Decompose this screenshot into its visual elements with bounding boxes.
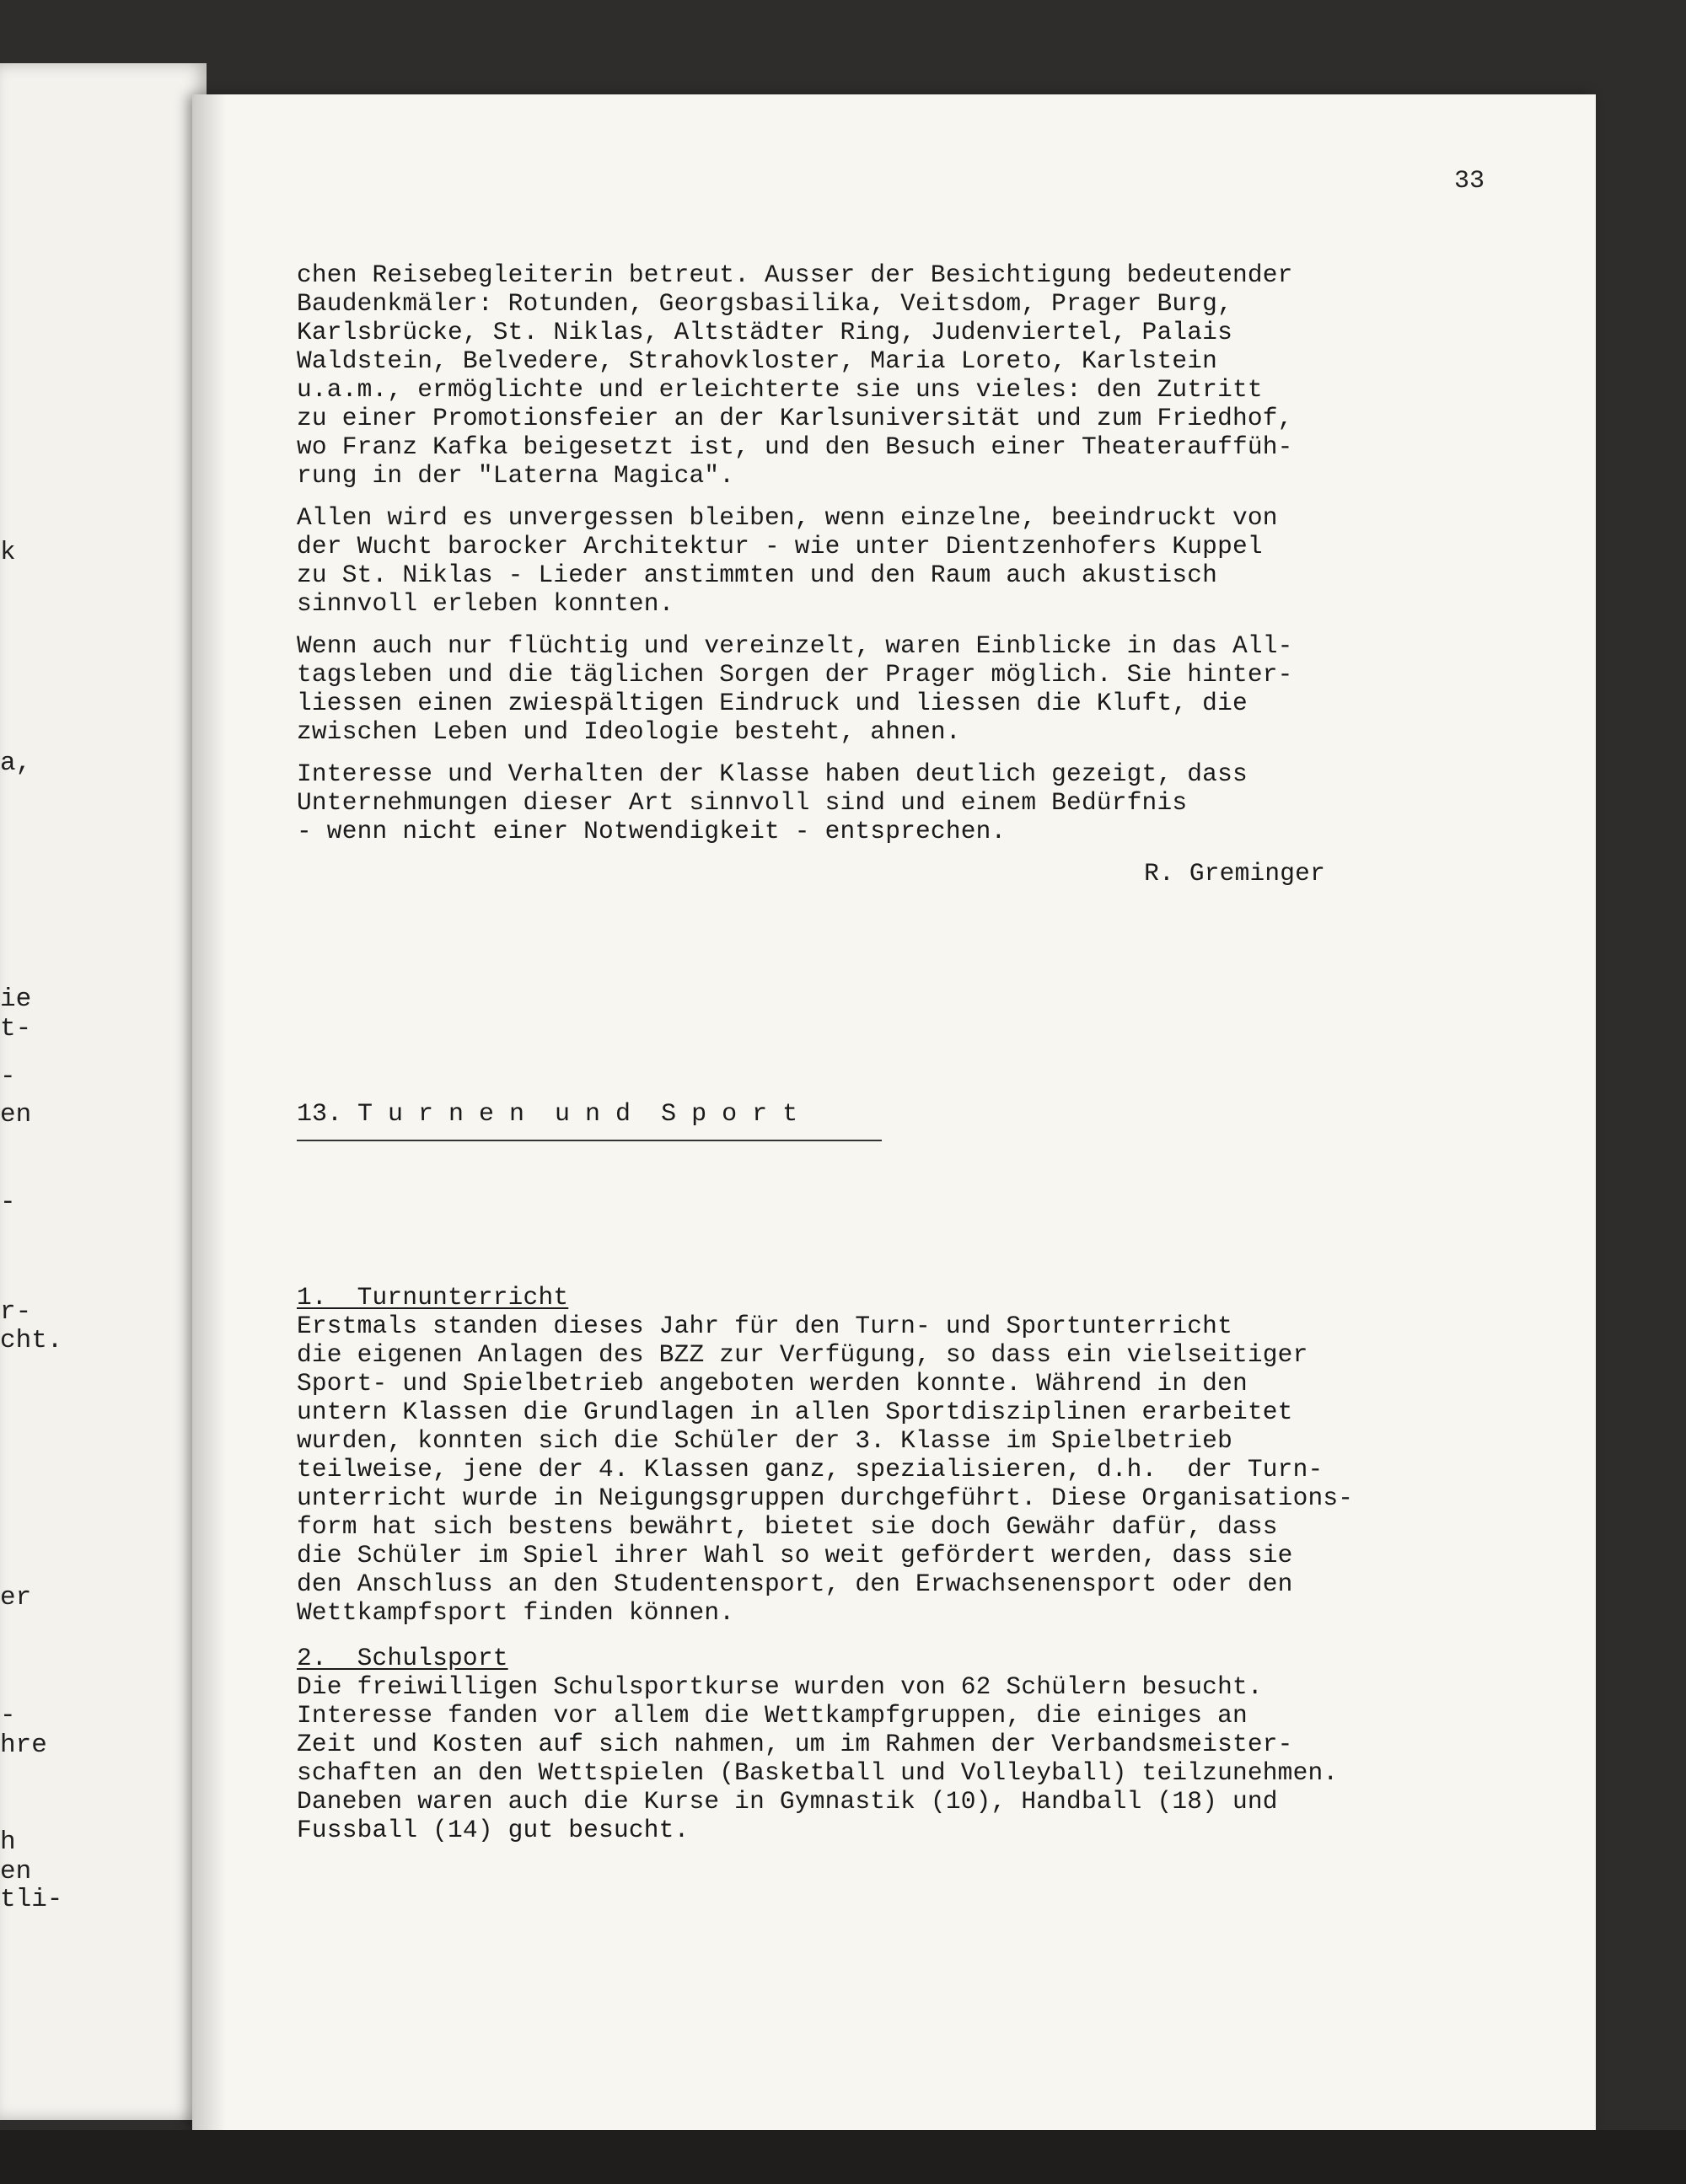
text-line: wo Franz Kafka beigesetzt ist, und den Besuch einer Theaterauffüh- xyxy=(297,432,1293,461)
text-line: tagsleben und die täglichen Sorgen der Prager möglich. Sie hinter- xyxy=(297,660,1293,689)
heading-underline xyxy=(297,1140,882,1141)
margin-fragment: r- xyxy=(0,1297,32,1327)
text-line: Fussball (14) gut besucht. xyxy=(297,1816,690,1844)
margin-fragment: - xyxy=(0,1062,16,1092)
body-text xyxy=(297,260,1477,888)
margin-fragment: en xyxy=(0,1857,32,1886)
sport-sections xyxy=(297,1283,1477,1844)
text-line: zu St. Niklas - Lieder anstimmten und den Raum auch akustisch xyxy=(297,561,1218,589)
text-line: Sport- und Spielbetrieb angeboten werden konnte. Während in den xyxy=(297,1369,1248,1398)
text-line: Daneben waren auch die Kurse in Gymnastik (10), Handball (18) und xyxy=(297,1787,1278,1816)
text-line: Interesse fanden vor allem die Wettkampfgruppen, die einiges an xyxy=(297,1701,1248,1730)
text-line: Baudenkmäler: Rotunden, Georgsbasilika, Veitsdom, Prager Burg, xyxy=(297,289,1232,318)
text-line: liessen einen zwiespältigen Eindruck und liessen die Kluft, die xyxy=(297,689,1248,717)
subsection-heading-turnunterricht: 1. Turnunterricht xyxy=(297,1283,569,1312)
paragraph xyxy=(297,631,1477,746)
text-line: rung in der "Laterna Magica". xyxy=(297,461,735,490)
signature: R. Greminger xyxy=(1144,859,1325,888)
margin-fragment: a, xyxy=(0,749,32,778)
text-line: schaften an den Wettspielen (Basketball und Volleyball) teilzunehmen. xyxy=(297,1758,1339,1787)
spacer xyxy=(297,1627,1477,1644)
margin-fragment: tli- xyxy=(0,1885,63,1914)
margin-fragment: - xyxy=(0,1701,16,1731)
text-line: zu einer Promotionsfeier an der Karlsuniversität und zum Friedhof, xyxy=(297,404,1293,432)
text-line: Karlsbrücke, St. Niklas, Altstädter Ring, Judenviertel, Palais xyxy=(297,318,1232,346)
paragraph xyxy=(297,503,1477,618)
paragraph xyxy=(297,759,1477,845)
margin-fragment: cht. xyxy=(0,1326,63,1355)
text-line: teilweise, jene der 4. Klassen ganz, spezialisieren, d.h. der Turn- xyxy=(297,1455,1324,1484)
margin-fragment: k xyxy=(0,538,16,567)
page-number: 33 xyxy=(1454,167,1485,196)
text-line: wurden, konnten sich die Schüler der 3. Klasse im Spielbetrieb xyxy=(297,1426,1232,1455)
text-line: Erstmals standen dieses Jahr für den Turn- und Sportunterricht xyxy=(297,1312,1232,1340)
margin-fragment: hre xyxy=(0,1731,47,1760)
text-line: sinnvoll erleben konnten. xyxy=(297,589,674,618)
paragraph xyxy=(297,260,1477,490)
text-line: zwischen Leben und Ideologie besteht, ahnen. xyxy=(297,717,961,746)
section-heading: 13. T u r n e n u n d S p o r t xyxy=(297,1100,798,1129)
text-line: Zeit und Kosten auf sich nahmen, um im Rahmen der Verbandsmeister- xyxy=(297,1730,1293,1758)
margin-fragment: t- xyxy=(0,1014,32,1044)
text-line: die eigenen Anlagen des BZZ zur Verfügung, so dass ein vielseitiger xyxy=(297,1340,1308,1369)
margin-fragment: en xyxy=(0,1100,32,1130)
margin-fragment: ie xyxy=(0,985,32,1014)
text-line: Interesse und Verhalten der Klasse haben deutlich gezeigt, dass xyxy=(297,759,1248,788)
margin-fragment: - xyxy=(0,1188,16,1217)
margin-fragment: er xyxy=(0,1583,32,1613)
facing-page xyxy=(0,63,207,2120)
text-line: Allen wird es unvergessen bleiben, wenn einzelne, beeindruckt von xyxy=(297,503,1278,532)
margin-fragment: h xyxy=(0,1827,16,1857)
text-line: die Schüler im Spiel ihrer Wahl so weit gefördert werden, dass sie xyxy=(297,1541,1293,1570)
text-line: Wenn auch nur flüchtig und vereinzelt, waren Einblicke in das All- xyxy=(297,631,1293,660)
text-line: u.a.m., ermöglichte und erleichterte sie uns vieles: den Zutritt xyxy=(297,375,1263,404)
gutter-shadow xyxy=(192,94,226,2130)
text-line: form hat sich bestens bewährt, bietet sie doch Gewähr dafür, dass xyxy=(297,1512,1278,1541)
text-line: Unternehmungen dieser Art sinnvoll sind und einem Bedürfnis xyxy=(297,788,1188,817)
subsection-heading-schulsport: 2. Schulsport xyxy=(297,1644,508,1672)
text-line: chen Reisebegleiterin betreut. Ausser der Besichtigung bedeutender xyxy=(297,260,1293,289)
text-line: - wenn nicht einer Notwendigkeit - entsprechen. xyxy=(297,817,1007,845)
text-line: der Wucht barocker Architektur - wie unter Dientzenhofers Kuppel xyxy=(297,532,1263,561)
text-line: unterricht wurde in Neigungsgruppen durchgeführt. Diese Organisations- xyxy=(297,1484,1354,1512)
document-page xyxy=(192,94,1596,2130)
text-line: Die freiwilligen Schulsportkurse wurden von 62 Schülern besucht. xyxy=(297,1672,1263,1701)
text-line: Wettkampfsport finden können. xyxy=(297,1598,735,1627)
text-line: untern Klassen die Grundlagen in allen Sportdisziplinen erarbeitet xyxy=(297,1398,1293,1426)
text-line: den Anschluss an den Studentensport, den Erwachsenensport oder den xyxy=(297,1570,1293,1598)
text-line: Waldstein, Belvedere, Strahovkloster, Maria Loreto, Karlstein xyxy=(297,346,1218,375)
scan-background xyxy=(0,2130,1686,2184)
